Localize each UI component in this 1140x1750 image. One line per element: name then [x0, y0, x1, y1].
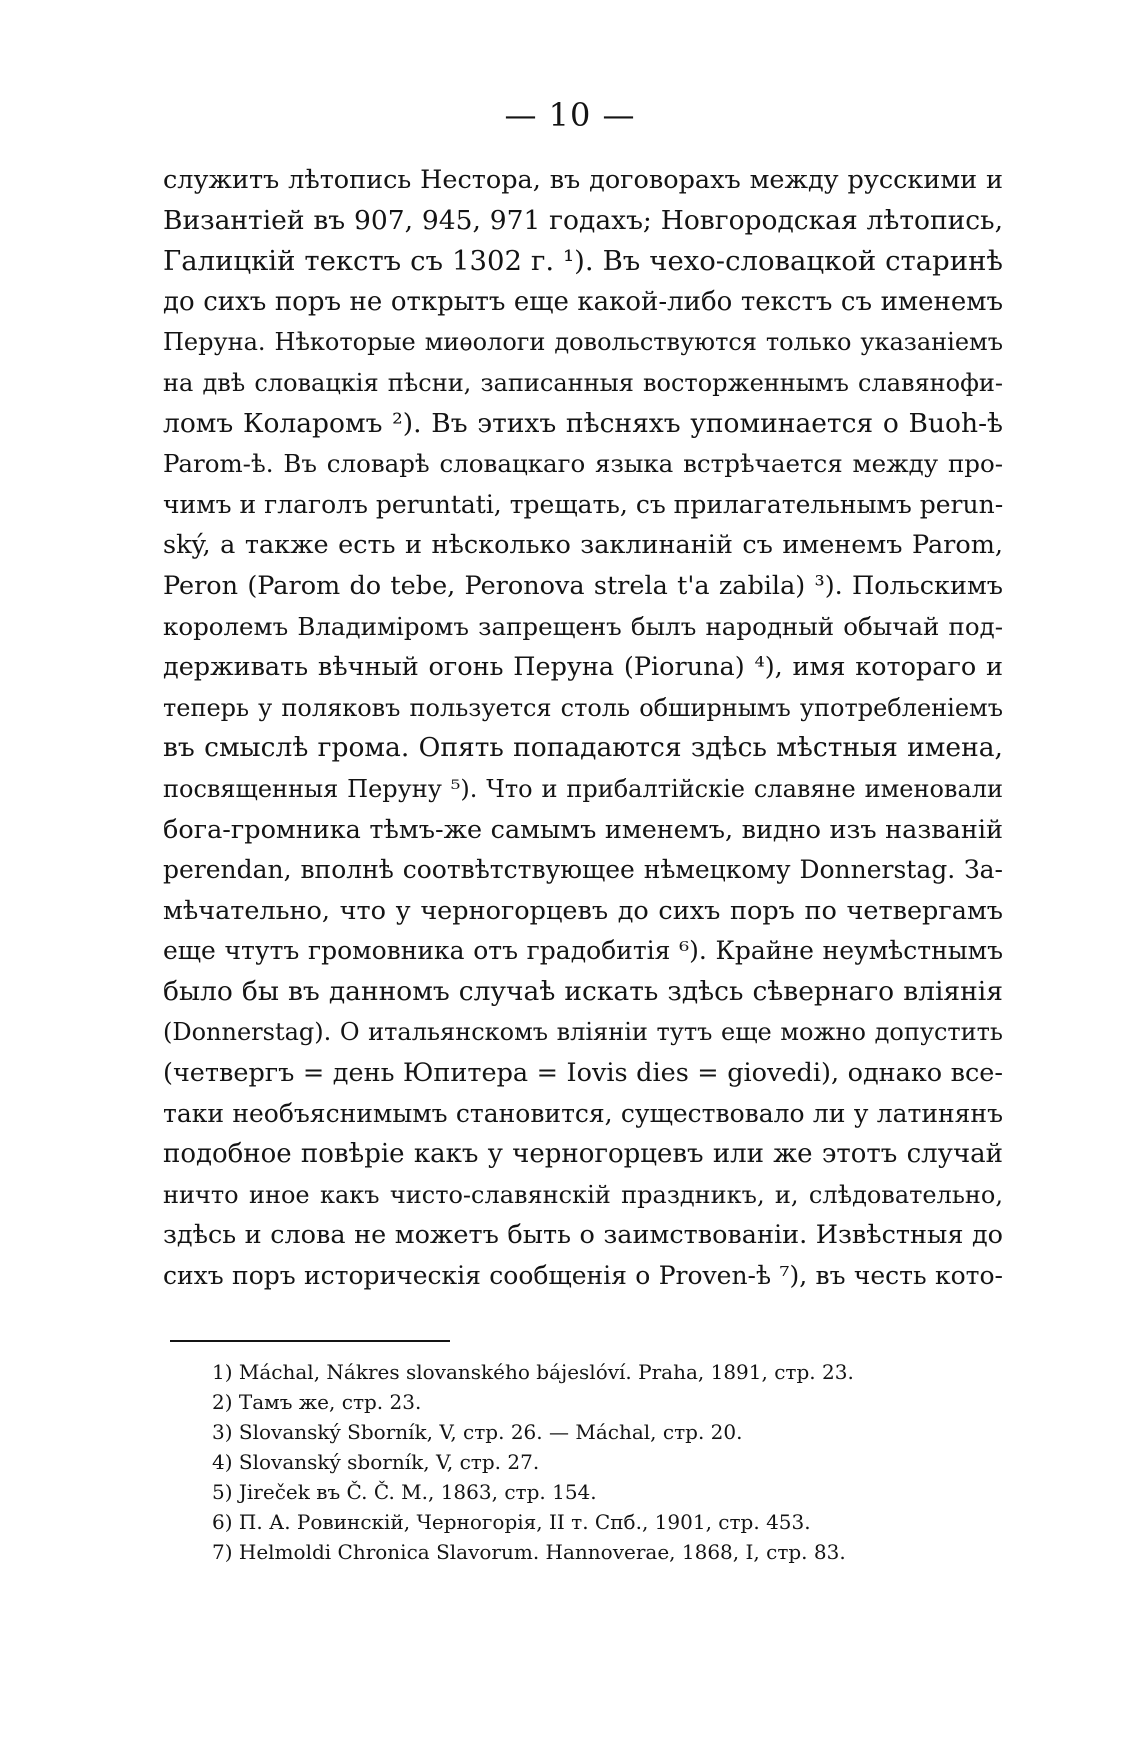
footnote-divider [170, 1340, 450, 1342]
text-line: Перуна. Нѣкоторые миѳологи довольствуются только указаніемъ [163, 328, 1003, 357]
text-line: подобное повѣріе какъ у черногорцевъ или же этотъ случай [163, 1139, 1003, 1170]
footnote: 4) Slovanský sborník, V, стр. 27. [212, 1450, 540, 1474]
text-line: держивать вѣчный огонь Перуна (Piorunа) ⁴), имя котораго и [163, 652, 1003, 683]
text-line: (Donnerstag). О итальянскомъ вліяніи тутъ еще можно допустить [163, 1018, 1003, 1047]
text-line: сихъ поръ историческія сообщенія о Proven-ѣ ⁷), въ честь кото- [163, 1261, 1003, 1291]
text-line: въ смыслѣ грома. Опять попадаются здѣсь мѣстныя имена, [163, 732, 1003, 764]
footnotes [212, 1357, 972, 1567]
footnote: 3) Slovanský Sborník, V, стр. 26. — Máchal, стр. 20. [212, 1420, 743, 1444]
text-line: Peron (Parom do tebe, Peronova strela t'a zabila) ³). Польскимъ [163, 570, 1003, 601]
text-line: чимъ и глаголъ peruntati, трещать, съ прилагательнымъ perun- [163, 489, 1004, 519]
text-line: теперь у поляковъ пользуется столь обширнымъ употребленіемъ [163, 693, 1003, 722]
text-line: еще чтутъ громовника отъ градобитія ⁶). Крайне неумѣстнымъ [163, 936, 1003, 966]
text-line: мѣчательно, что у черногорцевъ до сихъ поръ по четвергамъ [163, 895, 1003, 926]
text-line: бога-громника тѣмъ-же самымъ именемъ, видно изъ названій [163, 814, 1003, 845]
text-line: на двѣ словацкія пѣсни, записанныя восторженнымъ славянофи- [163, 368, 1003, 397]
page-number: — 10 — [504, 96, 636, 134]
text-line: (четвергъ = день Юпитера = Iovis dies = giovedi), однако все- [163, 1058, 1003, 1089]
text-line: служитъ лѣтопись Нестора, въ договорахъ между русскими и [163, 165, 1003, 195]
text-line: Галицкій текстъ съ 1302 г. ¹). Въ чехо-словацкой старинѣ [163, 245, 1003, 278]
text-line: Parom-ѣ. Въ словарѣ словацкаго языка встрѣчается между про- [163, 449, 1003, 479]
text-line: perendan, вполнѣ соотвѣтствующее нѣмецкому Donnerstag. За- [163, 855, 1003, 885]
text-line: здѣсь и слова не можетъ быть о заимствованіи. Извѣстныя до [163, 1220, 1003, 1251]
text-line: ничто иное какъ чисто-славянскій праздникъ, и, слѣдовательно, [163, 1180, 1003, 1209]
text-line: посвященныя Перуну ⁵). Что и прибалтійскіе славяне именовали [163, 774, 1003, 803]
footnote: 2) Тамъ же, стр. 23. [212, 1390, 422, 1414]
text-line: было бы въ данномъ случаѣ искать здѣсь сѣвернаго вліянія [163, 975, 1003, 1007]
footnote: 1) Máchal, Nákres slovanského bájeslóví. Praha, 1891, стр. 23. [212, 1360, 854, 1384]
text-line: до сихъ поръ не открытъ еще какой-либо текстъ съ именемъ [163, 286, 1003, 317]
footnote: 5) Jireček въ Č. Č. M., 1863, стр. 154. [212, 1480, 597, 1504]
text-line: королемъ Владиміромъ запрещенъ былъ народный обычай под- [163, 611, 1003, 641]
text-line: ský, а также есть и нѣсколько заклинаній съ именемъ Parom, [163, 530, 1003, 561]
footnote: 6) П. А. Ровинскій, Черногорія, II т. Спб., 1901, стр. 453. [212, 1510, 811, 1534]
footnote: 7) Helmoldi Chronica Slavorum. Hannoverae, 1868, I, стр. 83. [212, 1540, 846, 1564]
text-line: таки необъяснимымъ становится, существовало ли у латинянъ [163, 1098, 1003, 1128]
text-line: Византіей въ 907, 945, 971 годахъ; Новгородская лѣтопись, [163, 204, 1003, 236]
text-line: ломъ Коларомъ ²). Въ этихъ пѣсняхъ упоминается о Buoh-ѣ [163, 407, 1003, 439]
body-text [163, 160, 1003, 1297]
